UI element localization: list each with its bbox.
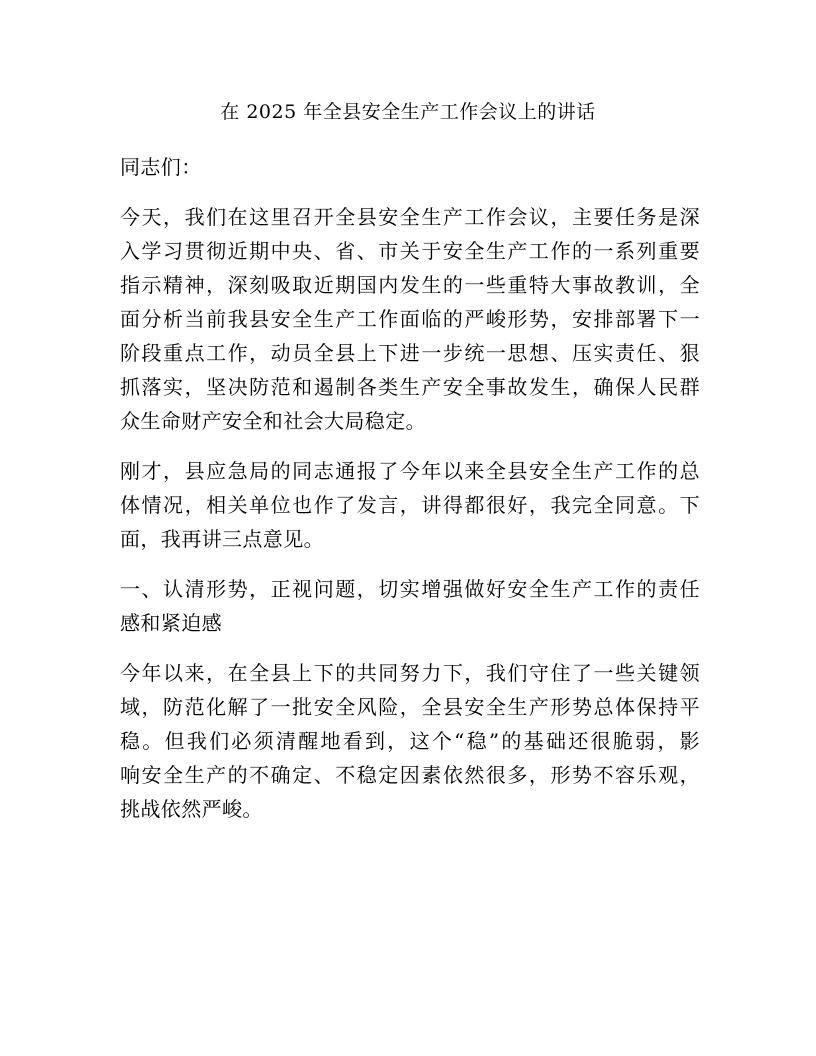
paragraph-line: 阶段重点工作，动员全县上下进一步统一思想、压实责任、狠	[120, 341, 700, 365]
paragraph-line: 面分析当前我县安全生产工作面临的严峻形势，安排部署下一	[120, 307, 700, 331]
document-title: 在 2025 年全县安全生产工作会议上的讲话	[220, 101, 596, 123]
paragraph-line: 面，我再讲三点意见。	[120, 527, 324, 551]
section-heading-1	[120, 572, 700, 640]
greeting-text: 同志们：	[120, 155, 202, 179]
paragraph-line: 今天，我们在这里召开全县安全生产工作会议，主要任务是深	[120, 205, 700, 229]
heading-line: 一、认清形势，正视问题，切实增强做好安全生产工作的责任	[120, 577, 700, 601]
paragraph-line: 体情况，相关单位也作了发言，讲得都很好，我完全同意。下	[120, 493, 700, 517]
paragraph-line: 稳。但我们必须清醒地看到，这个“稳”的基础还很脆弱，影	[120, 729, 700, 753]
paragraph-opening	[120, 200, 700, 438]
paragraph-line: 指示精神，深刻吸取近期国内发生的一些重特大事故教训，全	[120, 273, 700, 297]
paragraph-line: 刚才，县应急局的同志通报了今年以来全县安全生产工作的总	[120, 459, 700, 483]
paragraph-line: 挑战依然严峻。	[120, 797, 263, 821]
paragraph-line: 入学习贯彻近期中央、省、市关于安全生产工作的一系列重要	[120, 239, 700, 263]
paragraph-line: 抓落实，坚决防范和遏制各类生产安全事故发生，确保人民群	[120, 375, 700, 399]
paragraph-line: 众生命财产安全和社会大局稳定。	[120, 409, 426, 433]
document-body	[120, 150, 700, 842]
paragraph-line: 域，防范化解了一批安全风险，全县安全生产形势总体保持平	[120, 695, 700, 719]
greeting	[120, 150, 700, 184]
paragraph-line: 响安全生产的不确定、不稳定因素依然很多，形势不容乐观，	[120, 763, 700, 787]
paragraph-situation	[120, 656, 700, 826]
heading-line: 感和紧迫感	[120, 611, 222, 635]
paragraph-line: 今年以来，在全县上下的共同努力下，我们守住了一些关键领	[120, 661, 700, 685]
paragraph-summary	[120, 454, 700, 556]
